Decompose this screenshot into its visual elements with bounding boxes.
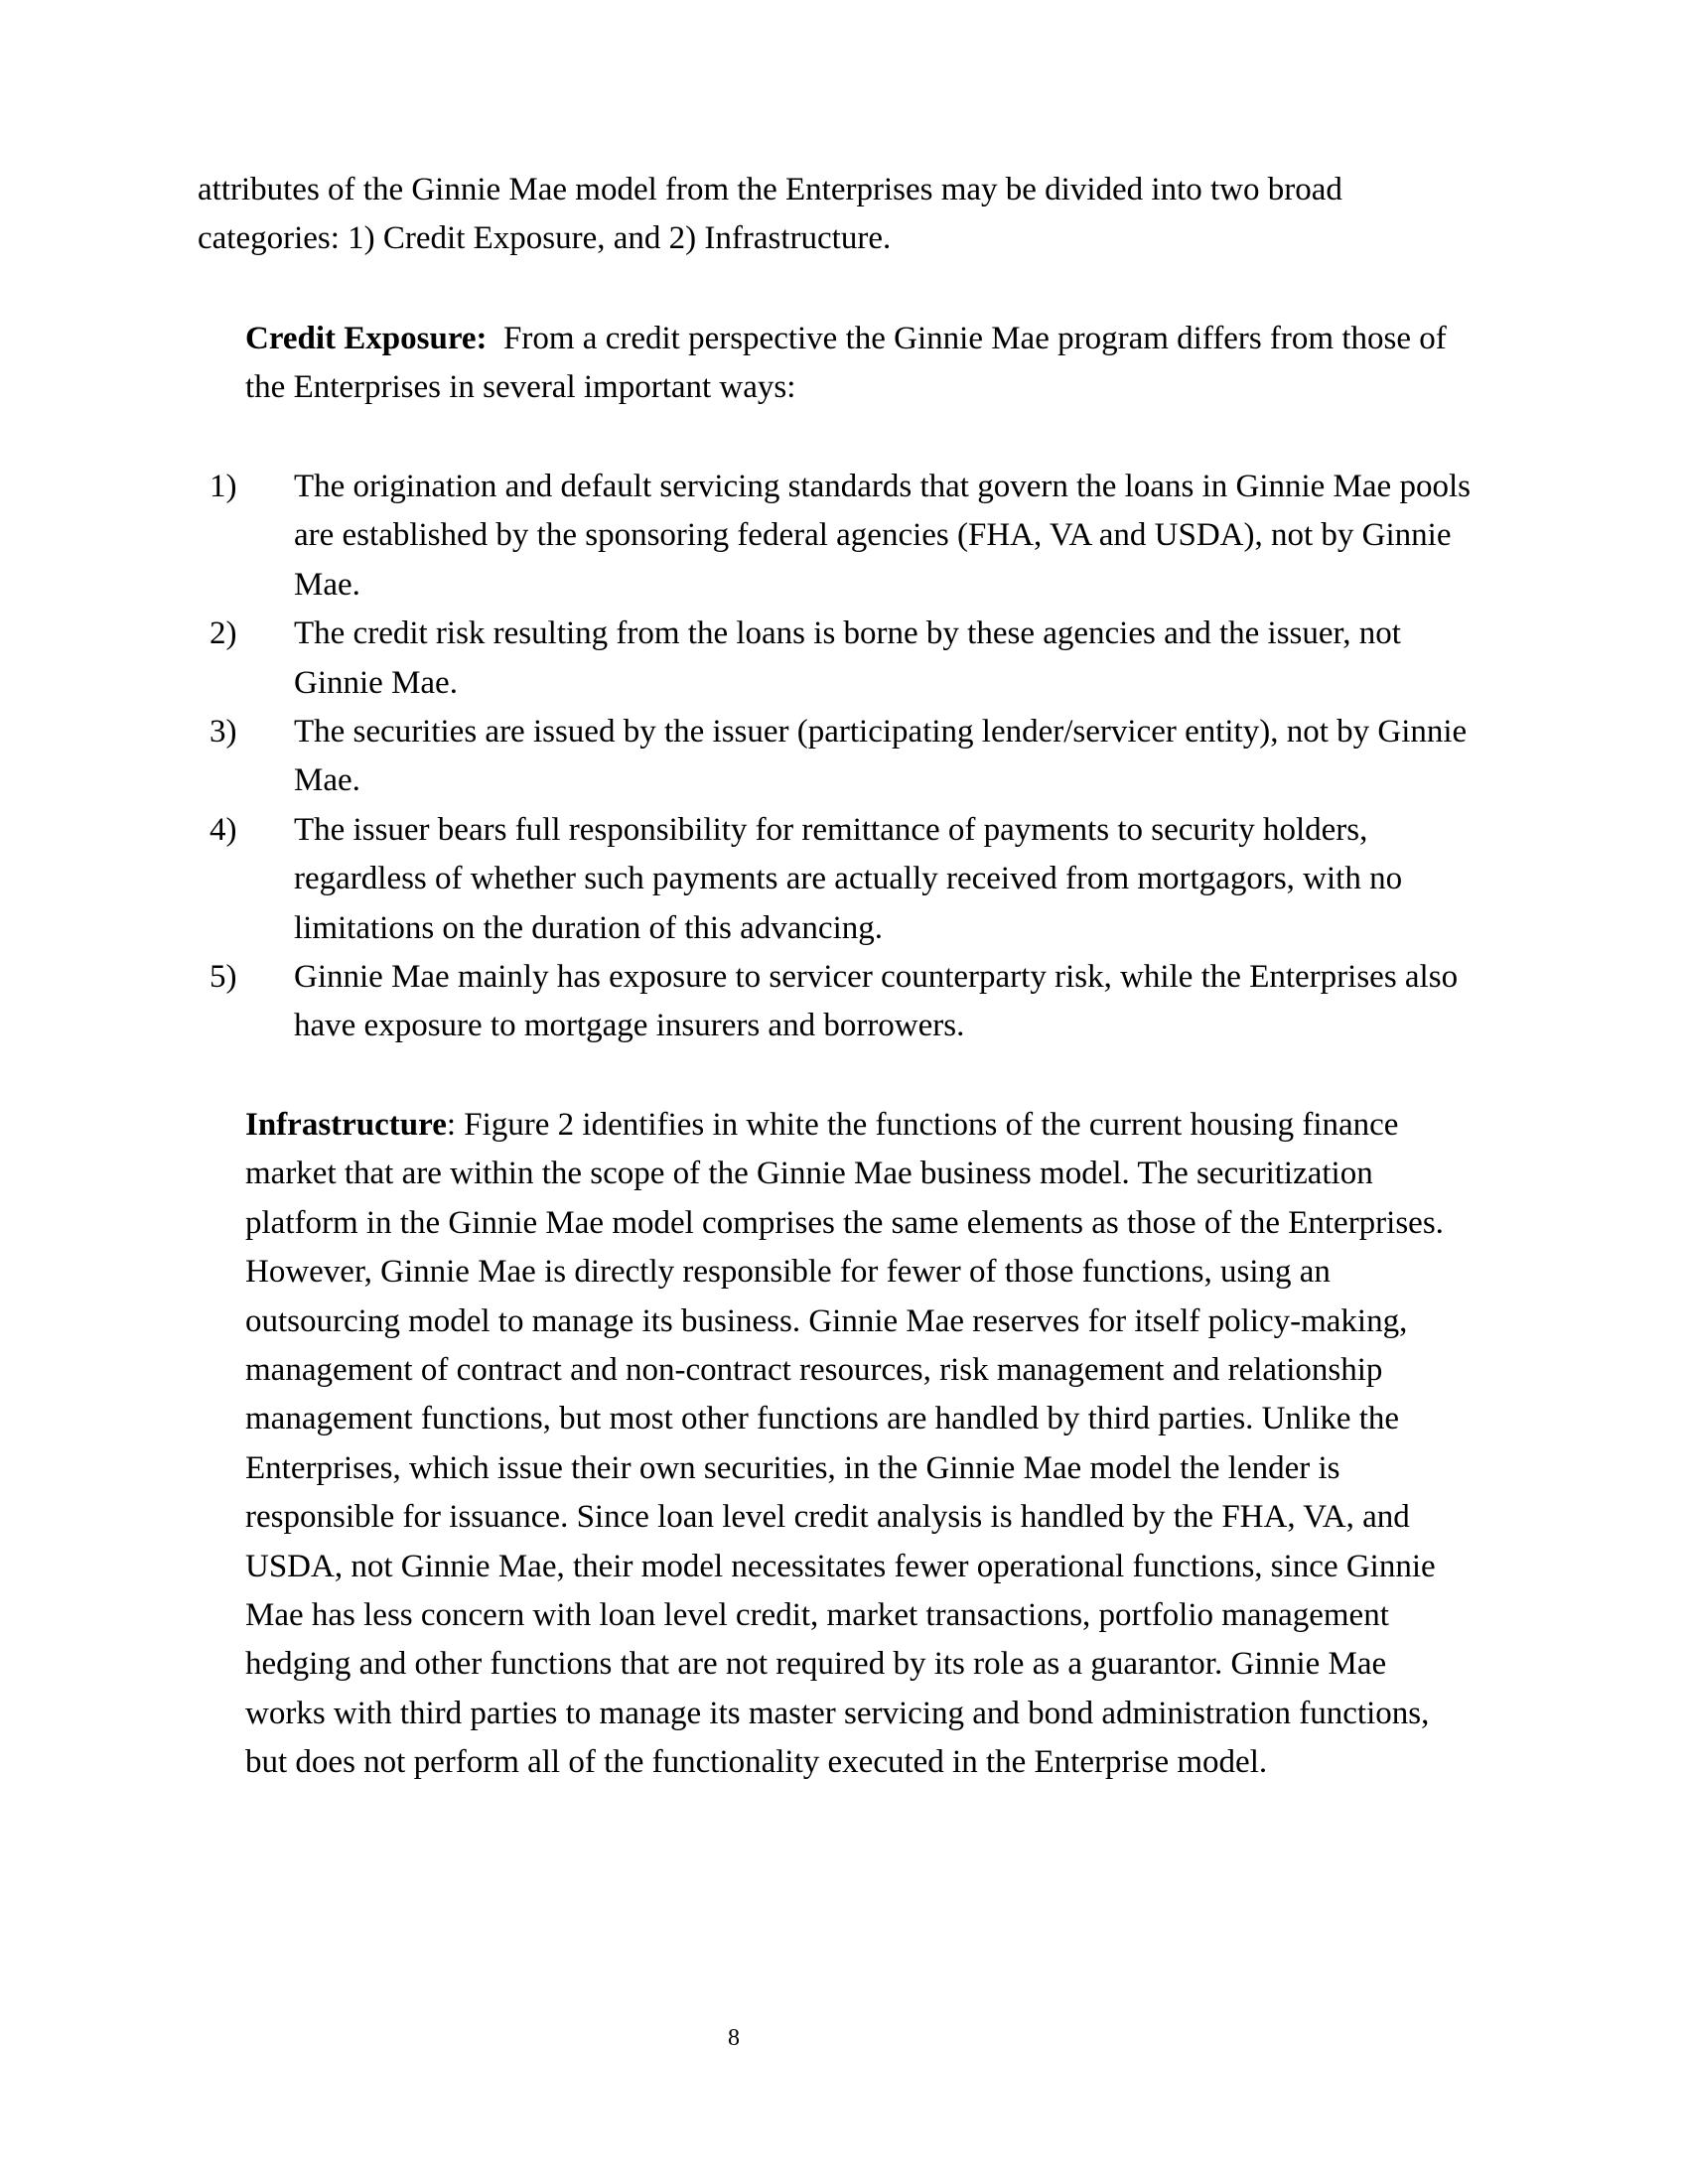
text-line: However, Ginnie Mae is directly responsible for fewer of those functions, using an [245, 1254, 1331, 1291]
list-item [210, 806, 1471, 953]
text-line: Mae. [294, 762, 360, 799]
text-line: market that are within the scope of the Ginnie Mae business model. The securitization [245, 1156, 1373, 1192]
text-line: categories: 1) Credit Exposure, and 2) Infrastructure. [198, 220, 892, 257]
list-item [210, 610, 1471, 708]
text-line: The origination and default servicing standards that govern the loans in Ginnie Mae pools [294, 469, 1471, 504]
list-number: 2) [210, 615, 237, 652]
text-line: management functions, but most other functions are handled by third parties. Unlike the [245, 1401, 1400, 1437]
page-number: 8 [728, 2025, 740, 2051]
list-item [210, 463, 1471, 610]
infrastructure-heading: Infrastructure [245, 1107, 447, 1143]
text-line: The securities are issued by the issuer (participating lender/servicer entity), not by Ginnie [294, 713, 1468, 750]
intro-paragraph [198, 166, 1342, 264]
numbered-list [210, 463, 1471, 1051]
text-line: management of contract and non-contract resources, risk management and relationship [245, 1351, 1383, 1388]
text-line: platform in the Ginnie Mae model comprises the same elements as those of the Enterprises. [245, 1204, 1444, 1241]
text-line: Mae has less concern with loan level credit, market transactions, portfolio management [245, 1596, 1389, 1633]
text-line: but does not perform all of the functionality executed in the Enterprise model. [245, 1744, 1268, 1781]
text-line: responsible for issuance. Since loan level credit analysis is handled by the FHA, VA, and [245, 1499, 1410, 1536]
text-line: are established by the sponsoring federal agencies (FHA, VA and USDA), not by Ginnie [294, 517, 1452, 554]
text-line: the Enterprises in several important ways: [245, 369, 796, 406]
text-line: limitations on the duration of this advancing. [294, 909, 883, 946]
list-item [210, 708, 1471, 806]
text-line: have exposure to mortgage insurers and borrowers. [294, 1008, 965, 1044]
list-number: 3) [210, 713, 237, 750]
text-line: Ginnie Mae mainly has exposure to servicer counterparty risk, while the Enterprises also [294, 958, 1459, 995]
text-line: From a credit perspective the Ginnie Mae program differs from those of [487, 321, 1447, 356]
text-line: The credit risk resulting from the loans is borne by these agencies and the issuer, not [294, 615, 1401, 652]
list-item [210, 953, 1471, 1051]
credit-exposure-heading: Credit Exposure: [245, 321, 488, 356]
list-number: 5) [210, 958, 237, 995]
text-line: Ginnie Mae. [294, 664, 458, 701]
infrastructure-paragraph [245, 1101, 1444, 1787]
credit-exposure-paragraph [245, 315, 1447, 413]
text-line: The issuer bears full responsibility for remittance of payments to security holders, [294, 811, 1368, 848]
text-line: Mae. [294, 566, 360, 603]
list-number: 4) [210, 811, 237, 848]
text-line: outsourcing model to manage its business. Ginnie Mae reserves for itself policy-making, [245, 1302, 1408, 1339]
text-line: USDA, not Ginnie Mae, their model necessitates fewer operational functions, since Ginnie [245, 1548, 1436, 1584]
text-line: regardless of whether such payments are actually received from mortgagors, with no [294, 861, 1403, 897]
list-number: 1) [210, 469, 237, 504]
text-line: Enterprises, which issue their own securities, in the Ginnie Mae model the lender is [245, 1449, 1340, 1486]
text-line: hedging and other functions that are not required by its role as a guarantor. Ginnie Mae [245, 1646, 1387, 1683]
text-line: attributes of the Ginnie Mae model from the Enterprises may be divided into two broad [198, 172, 1342, 207]
text-line: works with third parties to manage its master servicing and bond administration functions, [245, 1695, 1430, 1731]
text-line: : Figure 2 identifies in white the functions of the current housing finance [446, 1107, 1399, 1143]
